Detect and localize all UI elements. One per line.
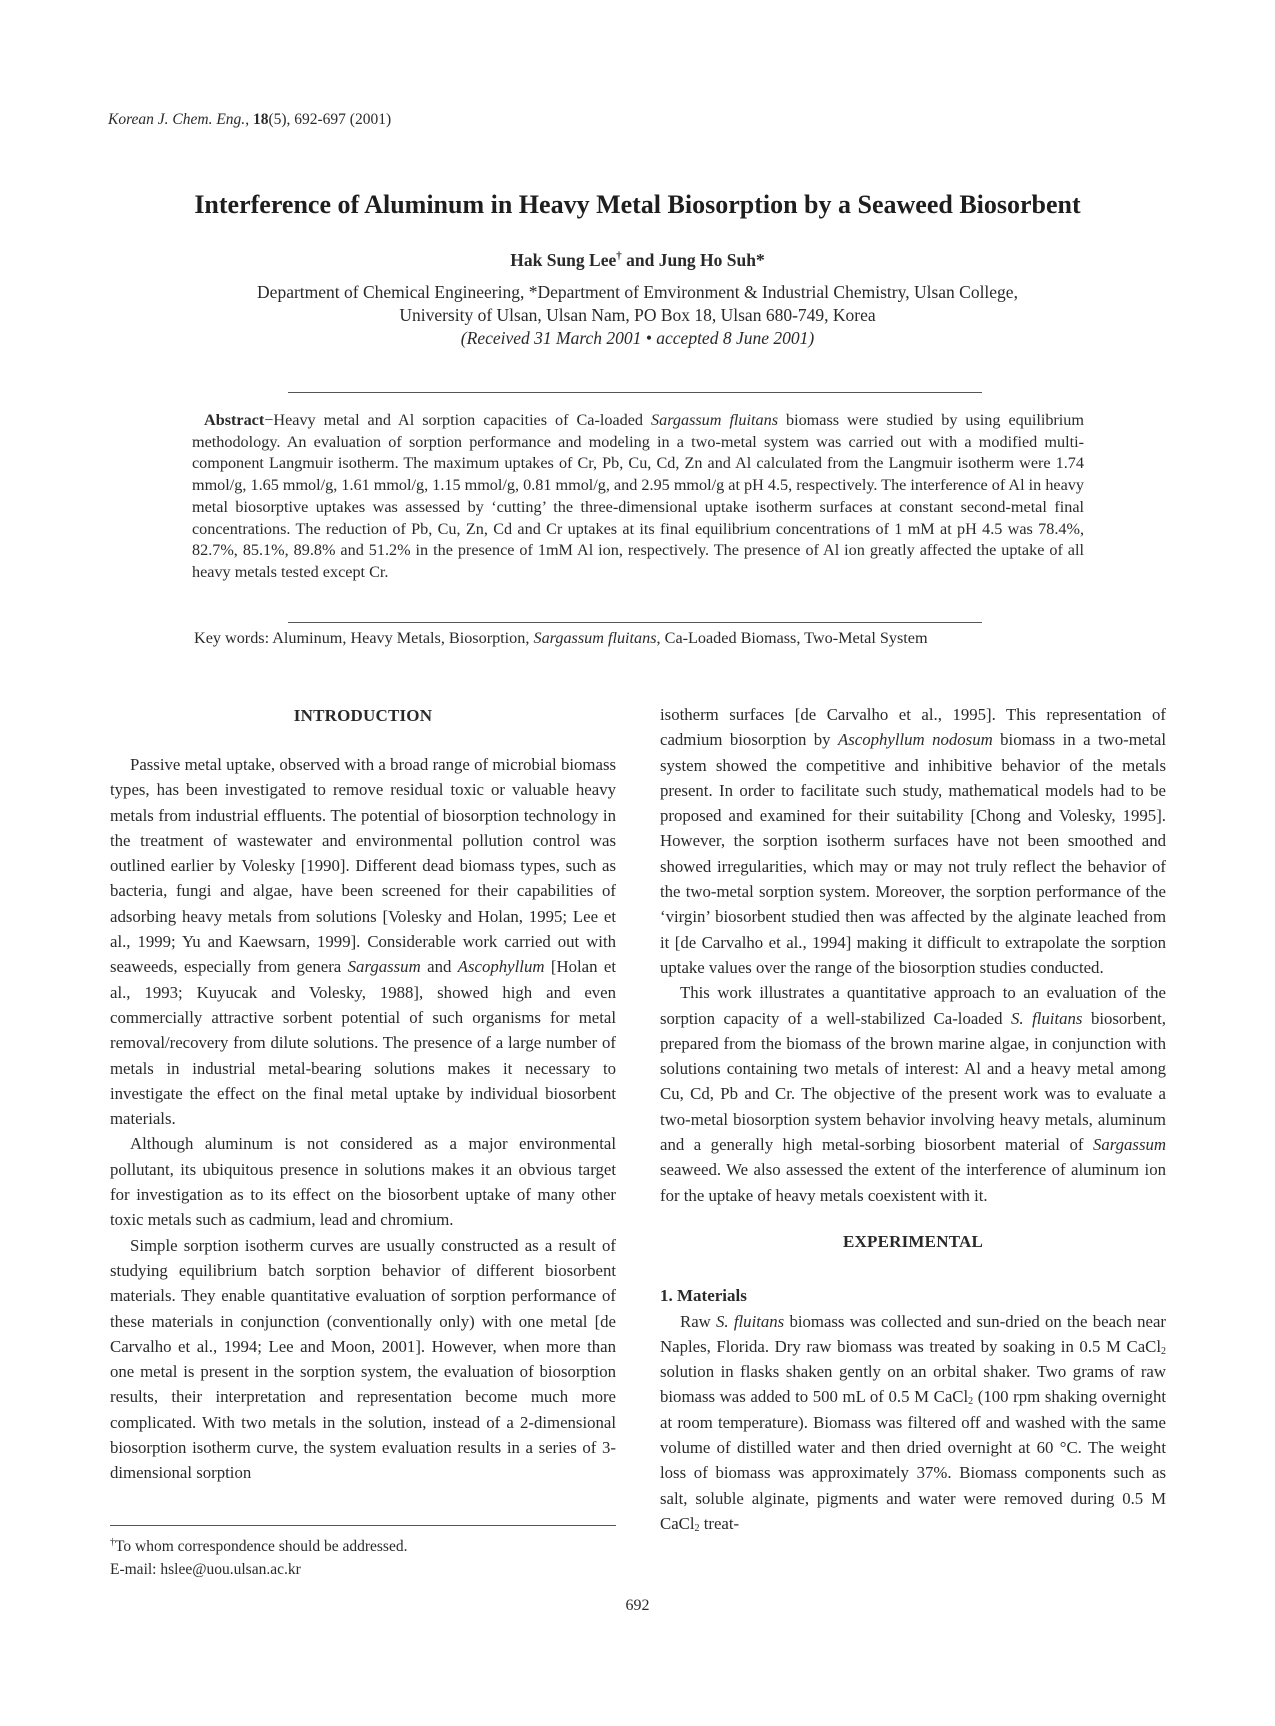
- materials-text-b: biomass was collected and sun-dried on the beach near Naples, Florida. Dry raw biomass was treated by soaking in 0.5 M CaCl: [660, 1311, 1166, 1356]
- genus-sargassum: Sargassum: [347, 957, 421, 977]
- abstract-label: Abstract: [204, 411, 265, 429]
- author-list: [0, 250, 1275, 271]
- keywords-text-2: , Ca-Loaded Biomass, Two-Metal System: [656, 629, 928, 647]
- subscript-2b: 2: [968, 1396, 974, 1408]
- materials-paragraph: [660, 1309, 1166, 1537]
- materials-species: S. fluitans: [716, 1311, 785, 1331]
- intro-r2-text-c: seaweed. We also assessed the extent of the interference of aluminum ion for the uptake of heavy metals coexistent with it.: [660, 1160, 1166, 1205]
- footnote-rule: [110, 1525, 616, 1526]
- abstract-top-rule: [288, 392, 982, 393]
- intro-r1-text-b: biomass in a two-metal system showed the competitive and inhibitive behavior of the metals present. In order to facilitate such study, mathematical models had to be proposed and examined for their suitability [Chong and Volesky, 1995]. However, the sorption isotherm surfaces have not been smoothed and showed irregularities, which may or may not truly reflect the behavior of the two-metal sorption system. Moreover, the sorption performance of the ‘virgin’ biosorbent studied then was affected by the alginate leached from it [de Carvalho et al., 1994] making it difficult to extrapolate the sorption uptake values over the range of the biosorption studies conducted.: [660, 730, 1167, 977]
- footnote-correspondence: [110, 1531, 407, 1558]
- affiliation-line-2: University of Ulsan, Ulsan Nam, PO Box 18, Ulsan 680-749, Korea: [399, 305, 876, 325]
- intro-paragraph-2: Although aluminum is not considered as a major environmental pollutant, its ubiquitous presence in solutions makes it an obvious target for investigation as to its effect on the biosorbent uptake of many other toxic metals such as cadmium, lead and chromium.: [110, 1134, 616, 1230]
- right-column: [660, 702, 1166, 1536]
- paper-title: Interference of Aluminum in Heavy Metal Biosorption by a Seaweed Biosorbent: [194, 190, 1081, 219]
- intro-p1-text-b: [Holan et al., 1993; Kuyucak and Volesky, 1988], showed high and even commercially attractive sorbent potential of such organisms for metal removal/recovery from dilute solutions. The presence of a large number of metals in industrial metal-bearing solutions makes it necessary to investigate the effect on the final metal uptake by individual biosorbent materials.: [110, 957, 616, 1129]
- intro-r2-text: This work illustrates a quantitative approach to an evaluation of the sorption capacity of a well-stabilized Ca-loaded: [660, 983, 1166, 1028]
- intro-p1-text: Passive metal uptake, observed with a broad range of microbial biomass types, has been investigated to remove residual toxic or valuable heavy metals from industrial effluents. The potential of biosorption technology in the treatment of wastewater and environmental pollution control was outlined earlier by Volesky [1990]. Different dead biomass types, such as bacteria, fungi and algae, have been screened for their capabilities of adsorbing heavy metals from solutions [Volesky and Holan, 1995; Lee et al., 1999; Yu and Kaewsarn, 1999]. Considerable work carried out with seaweeds, especially from genera: [110, 755, 616, 977]
- affiliation-line-1: Department of Chemical Engineering, *Department of Emvironment & Industrial Chemistry, Ulsan College,: [257, 282, 1018, 302]
- intro-paragraph-4: [660, 980, 1166, 1208]
- abstract-bottom-rule: [288, 622, 982, 623]
- abstract-text-2: biomass were studied by using equilibrium methodology. An evaluation of sorption performance and modeling in a two-metal system was carried out with a modified multi-component Langmuir isotherm. The maximum uptakes of Cr, Pb, Cu, Cd, Zn and Al calculated from the Langmuir isotherm were 1.74 mmol/g, 1.65 mmol/g, 1.61 mmol/g, 1.15 mmol/g, 0.81 mmol/g, and 2.95 mmol/g at pH 4.5, respectively. The interference of Al in heavy metal biosorptive uptakes was assessed by ‘cutting’ the three-dimensional uptake isotherm surfaces at constant second-metal final concentrations. The reduction of Pb, Cu, Zn, Cd and Cr uptakes at its final equilibrium concentrations of 1 mM at pH 4.5 was 78.4%, 82.7%, 85.1%, 89.8% and 51.2% in the presence of 1mM Al ion, respectively. The presence of Al ion greatly affected the uptake of all heavy metals tested except Cr.: [192, 411, 1084, 581]
- journal-name: Korean J. Chem. Eng.: [108, 111, 246, 128]
- abstract-text-1: Heavy metal and Al sorption capacities of Ca-loaded: [273, 411, 651, 429]
- materials-text-d: (100 rpm shaking overnight at room temperature). Biomass was filtered off and washed with the same volume of distilled water and then dried overnight at 60 °C. The weight loss of biomass was approximately 37%. Biomass components such as salt, soluble alginate, pigments and water were removed during 0.5 M CaCl: [660, 1387, 1166, 1533]
- keywords: [194, 629, 928, 648]
- author-conjunction: and: [621, 250, 659, 270]
- author-2: Jung Ho Suh*: [658, 250, 765, 270]
- materials-text-c: solution in flasks shaken gently on an orbital shaker. Two grams of raw biomass was added to 500 mL of 0.5 M CaCl: [660, 1362, 1166, 1407]
- abstract-species: Sargassum fluitans: [651, 411, 779, 429]
- journal-issue-pages: (5), 692-697 (2001): [268, 111, 392, 128]
- footnote-email: E-mail: hslee@uou.ulsan.ac.kr: [110, 1561, 301, 1579]
- intro-heading: INTRODUCTION: [293, 706, 433, 725]
- intro-paragraph-1: [110, 752, 616, 1131]
- intro-paragraph-3: Simple sorption isotherm curves are usually constructed as a result of studying equilibrium batch sorption behavior of different biosorbent materials. They enable quantitative evaluation of sorption performance of these materials in conjunction (conventionally only) with one metal [de Carvalho et al., 1994; Lee and Moon, 2001]. However, when more than one metal is present in the sorption system, the evaluation of biosorption results, their interpretation and representation become much more complicated. With two metals in the solution, instead of a 2-dimensional biosorption isotherm curve, the system evaluation results in a series of 3-dimensional sorption: [110, 1235, 616, 1483]
- species-s-fluitans: S. fluitans: [1011, 1008, 1083, 1028]
- materials-text-a: Raw: [680, 1311, 717, 1331]
- page-number: 692: [625, 1597, 650, 1614]
- intro-paragraph-3-cont: [660, 702, 1166, 980]
- materials-subheading: 1. Materials: [660, 1286, 747, 1306]
- materials-text-e: treat-: [699, 1513, 740, 1533]
- intro-r1-text: isotherm surfaces [de Carvalho et al., 1995]. This representation of cadmium biosorption by: [660, 705, 1166, 750]
- received-dates: (Received 31 March 2001 • accepted 8 June 2001): [460, 328, 815, 348]
- keywords-text-1: Key words: Aluminum, Heavy Metals, Biosorption,: [194, 629, 534, 647]
- keywords-species: Sargassum fluitans: [533, 629, 657, 647]
- subscript-2: 2: [1161, 1345, 1166, 1357]
- abstract-dash: −: [264, 411, 274, 429]
- intro-heading-wrap: [110, 706, 616, 726]
- author-1: Hak Sung Lee: [510, 250, 617, 270]
- genus-ascophyllum: Ascophyllum: [457, 957, 545, 977]
- left-column: [110, 752, 616, 1486]
- species-ascophyllum-nodosum: Ascophyllum nodosum: [837, 730, 993, 750]
- footnote-line-1: To whom correspondence should be addressed.: [115, 1538, 408, 1556]
- corresponding-mark: †: [616, 250, 622, 263]
- intro-r2-text-b: biosorbent, prepared from the biomass of the brown marine algae, in conjunction with solutions containing two metals of interest: Al and a heavy metal among Cu, Cd, Pb and Cr. The objective of the present work was to evaluate a two-metal biosorption system behavior involving heavy metals, aluminum and a generally high metal-sorbing biosorbent material of: [660, 1008, 1166, 1155]
- journal-volume: 18: [252, 111, 269, 128]
- experimental-heading: EXPERIMENTAL: [843, 1231, 983, 1251]
- subscript-2c: 2: [694, 1522, 700, 1534]
- footnote-mark: †: [110, 1537, 115, 1548]
- journal-citation: Korean J. Chem. Eng., 18(5), 692-697 (2001): [108, 111, 392, 128]
- footnote: [110, 1531, 407, 1581]
- intro-p1-and: and: [420, 957, 458, 977]
- abstract: [192, 410, 1084, 584]
- genus-sargassum-2: Sargassum: [1092, 1135, 1166, 1155]
